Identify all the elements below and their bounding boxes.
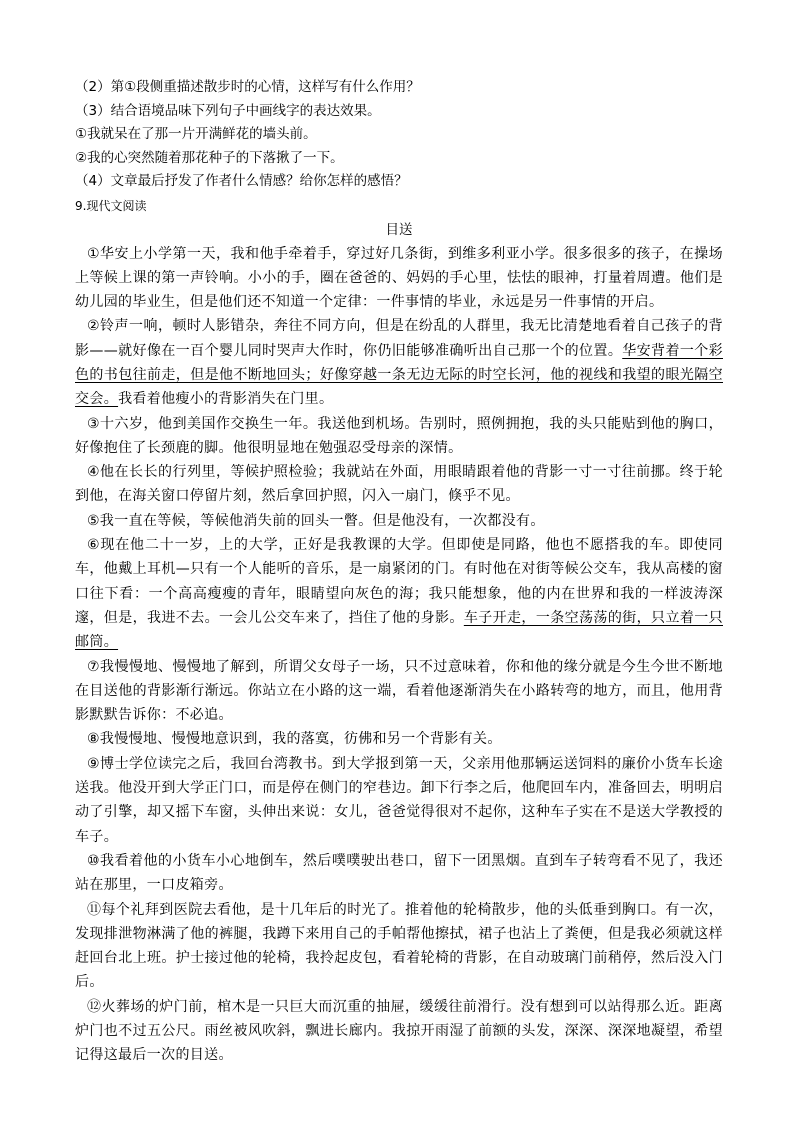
paragraph-2-tail: 我看着他瘦小的背影消失在门里。 — [118, 391, 334, 408]
paragraph-4: ④他在长长的行列里，等候护照检验；我就站在外面，用眼睛跟着他的背影一寸一寸往前挪。终于轮到他，在海关窗口停留片刻，然后拿回护照，闪入一扇门，倏乎不见。 — [75, 464, 723, 505]
underlined-sentence: 车子开走，一条空荡荡的街，只立着一只邮筒。 — [75, 609, 723, 651]
paragraph-6-text: ⑥现在他二十一岁，上的大学，正好是我教课的大学。但即使是同路，他也不愿搭我的车。即使同车，他戴上耳机—只有一个人能听的音乐，是一扇紧闭的门。有时他在对街等候公交车，我从高楼的窗口往下看：一个高高瘦瘦的青年，眼睛望向灰色的海；我只能想象，他的内在世界和我的一样波涛深邃，但是，我进不去。一会儿公交车来了，挡住了他的身影。 — [75, 537, 723, 626]
question-3: （3）结合语境品味下列句子中画线字的表达效果。 — [75, 102, 381, 119]
paragraph-8: ⑧我慢慢地、慢慢地意识到，我的落寞，彷佛和另一个背影有关。 — [87, 731, 502, 748]
document-page — [75, 76, 723, 1068]
underlined-sentence: 华安背着一个彩色的书包往前走，但是他不断地回头；好像穿越一条无边无际的时空长河，他的视线和我望的眼光隔空交会。 — [75, 342, 723, 408]
section-label: 9.现代文阅读 — [75, 198, 147, 213]
paragraph-11: ⑪每个礼拜到医院去看他，是十几年后的时光了。推着他的轮椅散步，他的头低垂到胸口。有一次，发现排泄物淋满了他的裤腿，我蹲下来用自己的手帕帮他擦拭，裙子也沾上了粪便，但是我必须就这样赶回台北上班。护士接过他的轮椅，我拎起皮包，看着轮椅的背影，在自动玻璃门前稍停，然后没入门后。 — [75, 901, 723, 991]
paragraph-10: ⑩我看着他的小货车小心地倒车，然后噗噗驶出巷口，留下一团黑烟。直到车子转弯看不见了，我还站在那里，一口皮箱旁。 — [75, 852, 723, 894]
article-title: 目送 — [385, 221, 413, 238]
paragraph-3: ③十六岁，他到美国作交换生一年。我送他到机场。告别时，照例拥抱，我的头只能贴到他的胸口，好像抱住了长颈鹿的脚。他很明显地在勉强忍受母亲的深情。 — [75, 415, 723, 456]
paragraph-12: ⑫火葬场的炉门前，棺木是一只巨大而沉重的抽屉，缓缓往前滑行。没有想到可以站得那么近。距离炉门也不过五公尺。雨丝被风吹斜，飘进长廊内。我掠开雨湿了前额的头发，深深、深深地凝望，希望记得这最后一次的目送。 — [75, 998, 723, 1064]
question-2: （2）第①段侧重描述散步时的心情，这样写有什么作用？ — [75, 79, 420, 95]
question-3-sentence-2: ②我的心突然随着那花种子的下落揪了一下。 — [75, 149, 344, 166]
paragraph-7: ⑦我慢慢地、慢慢地了解到，所谓父女母子一场，只不过意味着，你和他的缘分就是今生今世不断地在目送他的背影渐行渐远。你站立在小路的这一端，看着他逐渐消失在小路转弯的地方，而且，他用背影默默告诉你：不必追。 — [75, 658, 723, 724]
paragraph-9: ⑨博士学位读完之后，我回台湾教书。到大学报到第一天，父亲用他那辆运送饲料的廉价小货车长途送我。他没开到大学正门口，而是停在侧门的窄巷边。卸下行李之后，他爬回车内，准备回去，明明启动了引擎，却又摇下车窗，头伸出来说：女儿，爸爸觉得很对不起你，这种车子实在不是送大学教授的车子。 — [75, 755, 723, 845]
question-4: （4）文章最后抒发了作者什么情感？给你怎样的感悟？ — [75, 173, 408, 189]
paragraph-5: ⑤我一直在等候，等候他消失前的回头一瞥。但是他没有，一次都没有。 — [87, 512, 545, 529]
paragraph-1: ①华安上小学第一天，我和他手牵着手，穿过好几条街，到维多利亚小学。很多很多的孩子，在操场上等候上课的第一声铃响。小小的手，圈在爸爸的、妈妈的手心里，怯怯的眼神，打量着周遭。他们是幼儿园的毕业生，但是他们还不知道一个定律：一件事情的毕业，永远是另一件事情的开启。 — [75, 245, 723, 311]
paragraph-2-text: ②铃声一响，顿时人影错杂，奔往不同方向，但是在纷乱的人群里，我无比清楚地看着自己孩子的背影——就好像在一百个婴儿同时哭声大作时，你仍旧能够准确听出自己那一个的位置。 — [75, 318, 723, 359]
paragraph-2 — [75, 314, 723, 411]
paragraph-6 — [75, 533, 723, 654]
question-3-sentence-1: ①我就呆在了那一片开满鲜花的墙头前。 — [75, 126, 317, 142]
